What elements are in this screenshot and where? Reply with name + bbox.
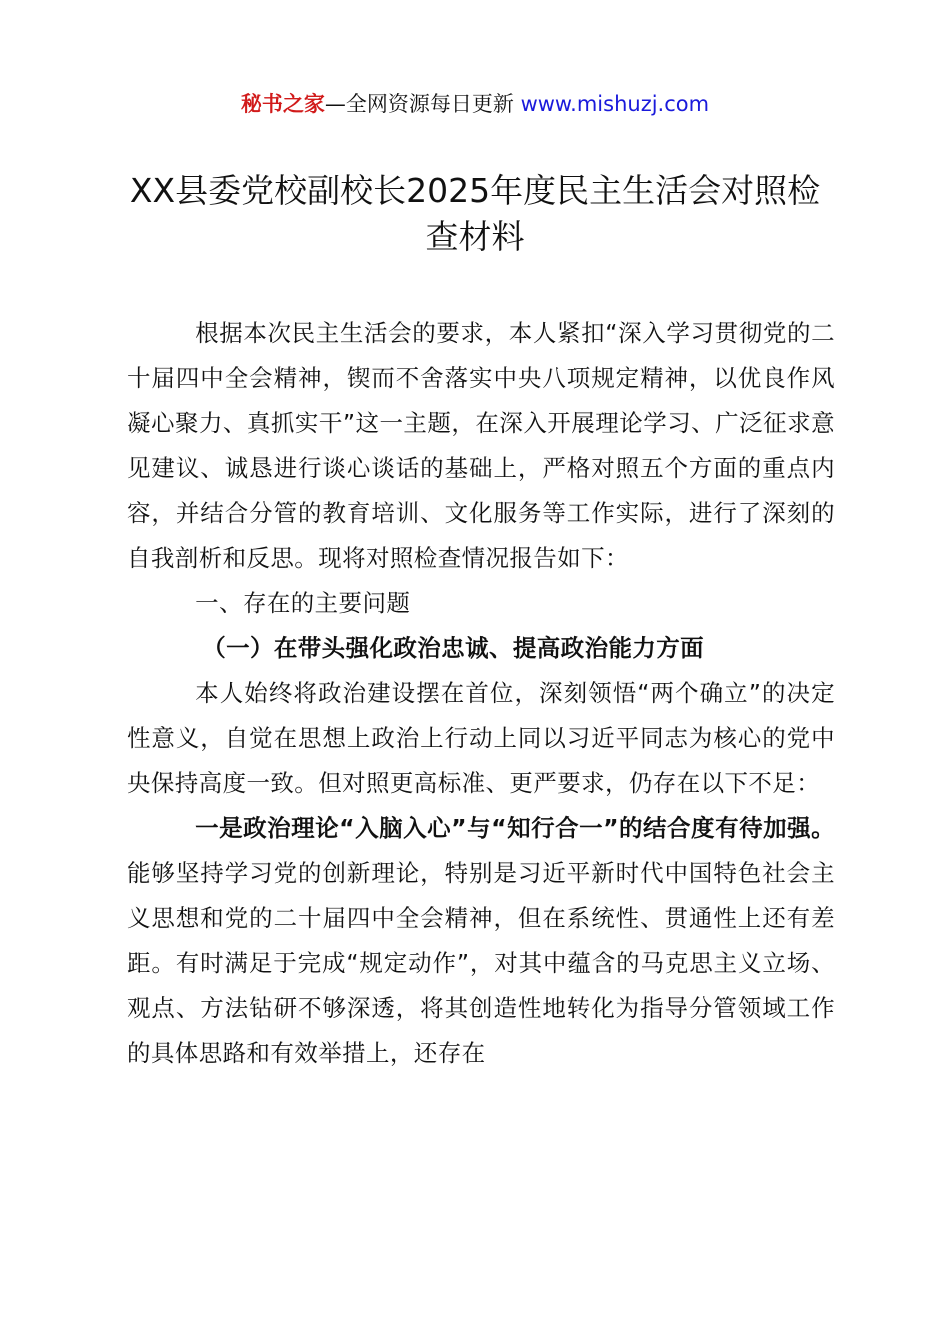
intro-paragraph: 根据本次民主生活会的要求，本人紧扣“深入学习贯彻党的二十届四中全会精神，锲而不舍落实中央八项规定精神，以优良作风凝心聚力、真抓实干”这一主题，在深入开展理论学习、广泛征求意见建议、诚恳进行谈心谈话的基础上，严格对照五个方面的重点内容，并结合分管的教育培训、文化服务等工作实际，进行了深刻的自我剖析和反思。现将对照检查情况报告如下： bbox=[127, 319, 835, 572]
header-tagline: —全网资源每日更新 bbox=[324, 92, 521, 116]
point-one-paragraph bbox=[127, 806, 835, 1076]
site-url-link[interactable]: www.mishuzj.com bbox=[520, 92, 710, 116]
site-header bbox=[0, 88, 950, 120]
document-title: XX县委党校副校长2025年度民主生活会对照检查材料 bbox=[129, 171, 821, 256]
point-one-lead: 一是政治理论“入脑入心”与“知行合一”的结合度有待加强。 bbox=[195, 814, 835, 842]
brand-name: 秘书之家 bbox=[240, 92, 325, 116]
section-heading: 一、存在的主要问题 bbox=[195, 589, 411, 617]
document-body bbox=[127, 311, 835, 1076]
point-one-text: 能够坚持学习党的创新理论，特别是习近平新时代中国特色社会主义思想和党的二十届四中全会精神，但在系统性、贯通性上还有差距。有时满足于完成“规定动作”，对其中蕴含的马克思主义立场、观点、方法钻研不够深透，将其创造性地转化为指导分管领域工作的具体思路和有效举措上，还存在 bbox=[127, 859, 835, 1067]
subsection-heading: （一）在带头强化政治忠诚、提高政治能力方面 bbox=[202, 634, 705, 662]
subsection-intro-paragraph: 本人始终将政治建设摆在首位，深刻领悟“两个确立”的决定性意义，自觉在思想上政治上行动上同以习近平同志为核心的党中央保持高度一致。但对照更高标准、更严要求，仍存在以下不足： bbox=[127, 679, 835, 797]
